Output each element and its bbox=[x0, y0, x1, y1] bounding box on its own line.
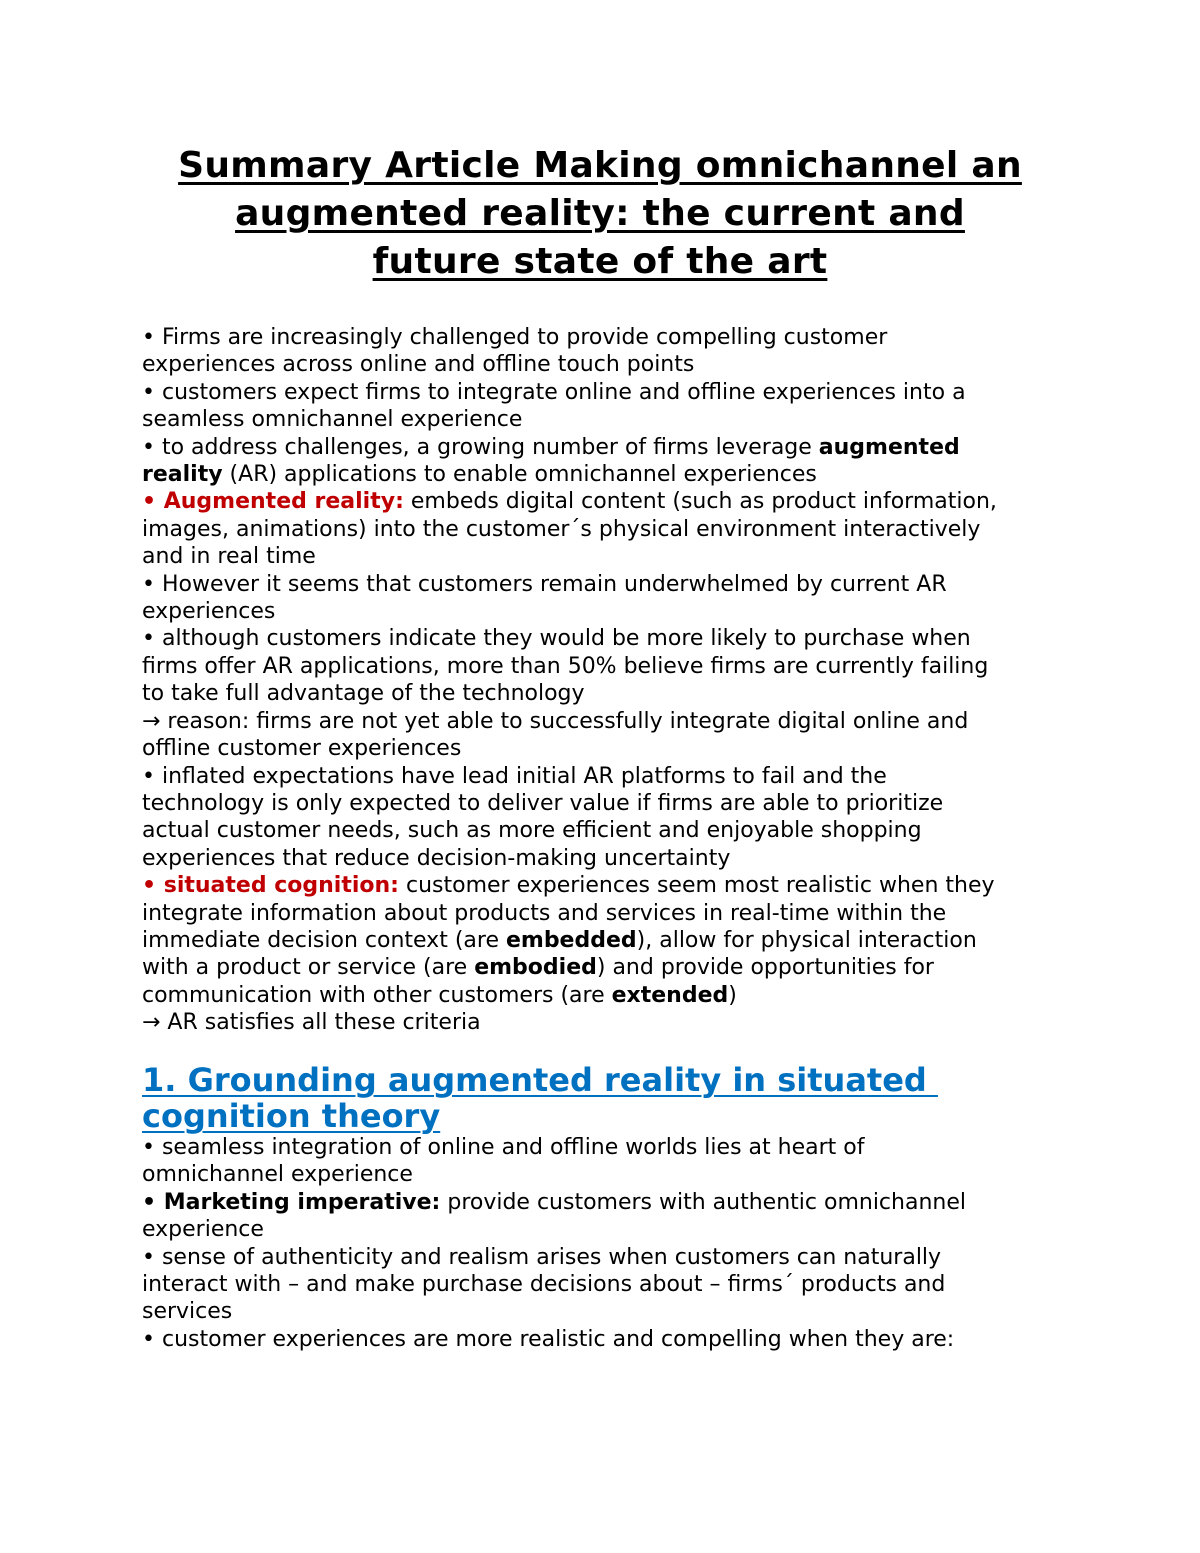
heading-line-2: cognition theory bbox=[142, 1097, 441, 1135]
text-line: to take full advantage of the technology bbox=[142, 681, 585, 707]
text-line: offline customer experiences bbox=[142, 736, 462, 762]
document-title bbox=[0, 142, 1200, 286]
bold-term: embedded bbox=[505, 927, 637, 953]
text-line: → AR satisfies all these criteria bbox=[142, 1010, 481, 1036]
text-run: ) bbox=[728, 982, 737, 1008]
text-line: integrate information about products and services in real-time within the bbox=[142, 900, 947, 926]
text-line: interact with – and make purchase decisions about – firms´ products and bbox=[142, 1272, 946, 1298]
text-line: and in real time bbox=[142, 544, 316, 570]
text-line bbox=[142, 982, 1082, 1009]
text-run: (AR) applications to enable omnichannel experiences bbox=[222, 462, 817, 488]
bold-term: Marketing imperative: bbox=[163, 1189, 441, 1215]
title-line-1: Summary Article Making omnichannel an bbox=[178, 145, 1022, 186]
bold-term: extended bbox=[611, 982, 729, 1008]
bold-term: augmented bbox=[818, 434, 960, 460]
text-run: provide customers with authentic omnichannel bbox=[440, 1189, 966, 1215]
bullet-red: • bbox=[142, 873, 164, 899]
text-line bbox=[142, 1189, 1082, 1216]
text-line bbox=[142, 488, 1082, 515]
text-run: • to address challenges, a growing number of firms leverage bbox=[142, 434, 819, 460]
text-run: communication with other customers (are bbox=[142, 982, 612, 1008]
text-line: • customer experiences are more realistic and compelling when they are: bbox=[142, 1326, 955, 1352]
text-run: immediate decision context (are bbox=[142, 927, 506, 953]
text-line bbox=[142, 954, 1082, 981]
text-run: ) and provide opportunities for bbox=[596, 955, 934, 981]
bold-term: reality bbox=[142, 462, 223, 488]
highlighted-term: Augmented reality: bbox=[163, 489, 404, 515]
title-line-3: future state of the art bbox=[372, 241, 828, 282]
text-line: • However it seems that customers remain underwhelmed by current AR bbox=[142, 571, 947, 597]
text-line bbox=[142, 927, 1082, 954]
section-bullets bbox=[142, 1134, 1082, 1353]
text-line bbox=[142, 872, 1082, 899]
text-line bbox=[142, 434, 1082, 461]
text-line: services bbox=[142, 1299, 233, 1325]
text-line: actual customer needs, such as more efficient and enjoyable shopping bbox=[142, 818, 922, 844]
text-run: with a product or service (are bbox=[142, 955, 475, 981]
highlighted-term: situated cognition: bbox=[163, 873, 399, 899]
section-heading bbox=[142, 1062, 1082, 1134]
text-line: experience bbox=[142, 1217, 264, 1243]
bullet-red: • bbox=[142, 489, 164, 515]
text-line: omnichannel experience bbox=[142, 1162, 413, 1188]
text-line: • sense of authenticity and realism arises when customers can naturally bbox=[142, 1244, 942, 1270]
text-line: firms offer AR applications, more than 50% believe firms are currently failing bbox=[142, 653, 989, 679]
text-line bbox=[142, 461, 1082, 488]
text-line: experiences that reduce decision-making uncertainty bbox=[142, 845, 731, 871]
bullet-bold: • bbox=[142, 1189, 164, 1215]
text-line: experiences bbox=[142, 599, 276, 625]
text-line: → reason: firms are not yet able to successfully integrate digital online and bbox=[142, 708, 969, 734]
text-line: experiences across online and offline touch points bbox=[142, 352, 695, 378]
text-run: embeds digital content (such as product information, bbox=[403, 489, 997, 515]
title-line-2: augmented reality: the current and bbox=[235, 193, 965, 234]
text-run: customer experiences seem most realistic when they bbox=[398, 873, 995, 899]
text-run: ), allow for physical interaction bbox=[636, 927, 977, 953]
text-line: technology is only expected to deliver value if firms are able to prioritize bbox=[142, 790, 944, 816]
bold-term: embodied bbox=[474, 955, 597, 981]
intro-bullets bbox=[142, 324, 1082, 1037]
text-line: • although customers indicate they would be more likely to purchase when bbox=[142, 626, 971, 652]
text-line: • Firms are increasingly challenged to provide compelling customer bbox=[142, 325, 888, 350]
heading-line-1: 1. Grounding augmented reality in situated bbox=[142, 1061, 938, 1099]
text-line: images, animations) into the customer´s physical environment interactively bbox=[142, 516, 981, 542]
text-line: • inflated expectations have lead initial AR platforms to fail and the bbox=[142, 763, 887, 789]
text-line: seamless omnichannel experience bbox=[142, 407, 523, 433]
text-line: • seamless integration of online and offline worlds lies at heart of bbox=[142, 1135, 865, 1160]
text-line: • customers expect firms to integrate online and offline experiences into a bbox=[142, 379, 966, 405]
